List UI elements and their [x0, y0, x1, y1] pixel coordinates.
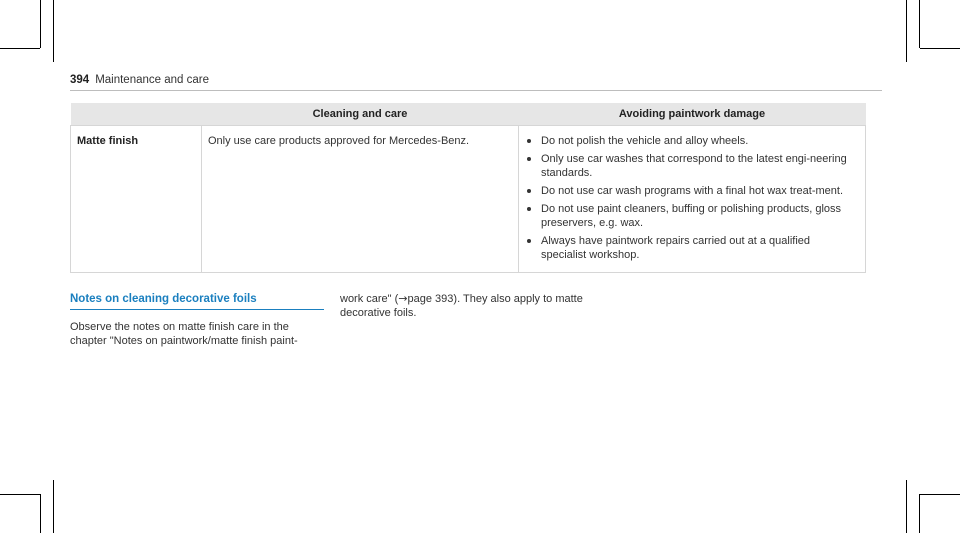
bullet-icon: [527, 239, 531, 243]
crop-mark: [920, 48, 960, 49]
section-title: Maintenance and care: [95, 74, 209, 86]
crop-mark: [906, 480, 907, 533]
crop-mark: [919, 0, 920, 48]
bullet-icon: [527, 207, 531, 211]
crop-mark: [53, 480, 54, 533]
list-item-text: Do not use paint cleaners, buffing or polishing products, gloss preservers, e.g. wax.: [541, 203, 842, 229]
list-item-text: Always have paintwork repairs carried out at a qualified specialist workshop.: [541, 235, 811, 261]
notes-paragraph-1: Observe the notes on matte finish care in the chapter "Notes on paintwork/matte finish paint-: [70, 321, 298, 347]
paragraph-text: work care" (: [340, 293, 399, 305]
header-empty-cell: [71, 103, 202, 126]
page-header: [70, 74, 882, 88]
crop-mark: [919, 494, 920, 533]
care-table: [70, 103, 866, 273]
bullet-icon: [527, 139, 531, 143]
page-number: 394: [70, 74, 90, 86]
notes-heading-underline: [70, 309, 324, 310]
list-item: [525, 184, 857, 198]
notes-heading: Notes on cleaning decorative foils: [70, 293, 257, 305]
row-label: Matte finish: [71, 126, 202, 273]
list-item: [525, 234, 857, 262]
header-divider: [70, 90, 882, 91]
paragraph-text: ). They also apply to matte decorative foils.: [340, 293, 583, 319]
list-item: [525, 134, 857, 148]
bullet-icon: [527, 157, 531, 161]
avoiding-cell: [519, 126, 866, 273]
crop-mark: [0, 48, 40, 49]
notes-paragraph-2: [340, 292, 590, 320]
list-item: [525, 202, 857, 230]
table-row: [71, 126, 866, 273]
list-item-text: Only use car washes that correspond to the latest engi-neering standards.: [541, 153, 847, 179]
crop-mark: [53, 0, 54, 62]
crop-mark: [40, 0, 41, 48]
bullet-icon: [527, 189, 531, 193]
arrow-right-icon: →: [398, 292, 408, 305]
cleaning-cell: Only use care products approved for Mercedes-Benz.: [202, 126, 519, 273]
list-item-text: Do not polish the vehicle and alloy wheels.: [541, 135, 749, 147]
avoiding-list: [525, 134, 857, 262]
page-reference-link[interactable]: page 393: [407, 293, 454, 305]
list-item: [525, 152, 857, 180]
list-item-text: Do not use car wash programs with a final hot wax treat-ment.: [541, 185, 844, 197]
table-header-row: [71, 103, 866, 126]
column-header-avoiding: Avoiding paintwork damage: [519, 103, 866, 126]
crop-mark: [906, 0, 907, 62]
crop-mark: [0, 494, 40, 495]
column-header-cleaning: Cleaning and care: [202, 103, 519, 126]
crop-mark: [920, 494, 960, 495]
crop-mark: [40, 494, 41, 533]
